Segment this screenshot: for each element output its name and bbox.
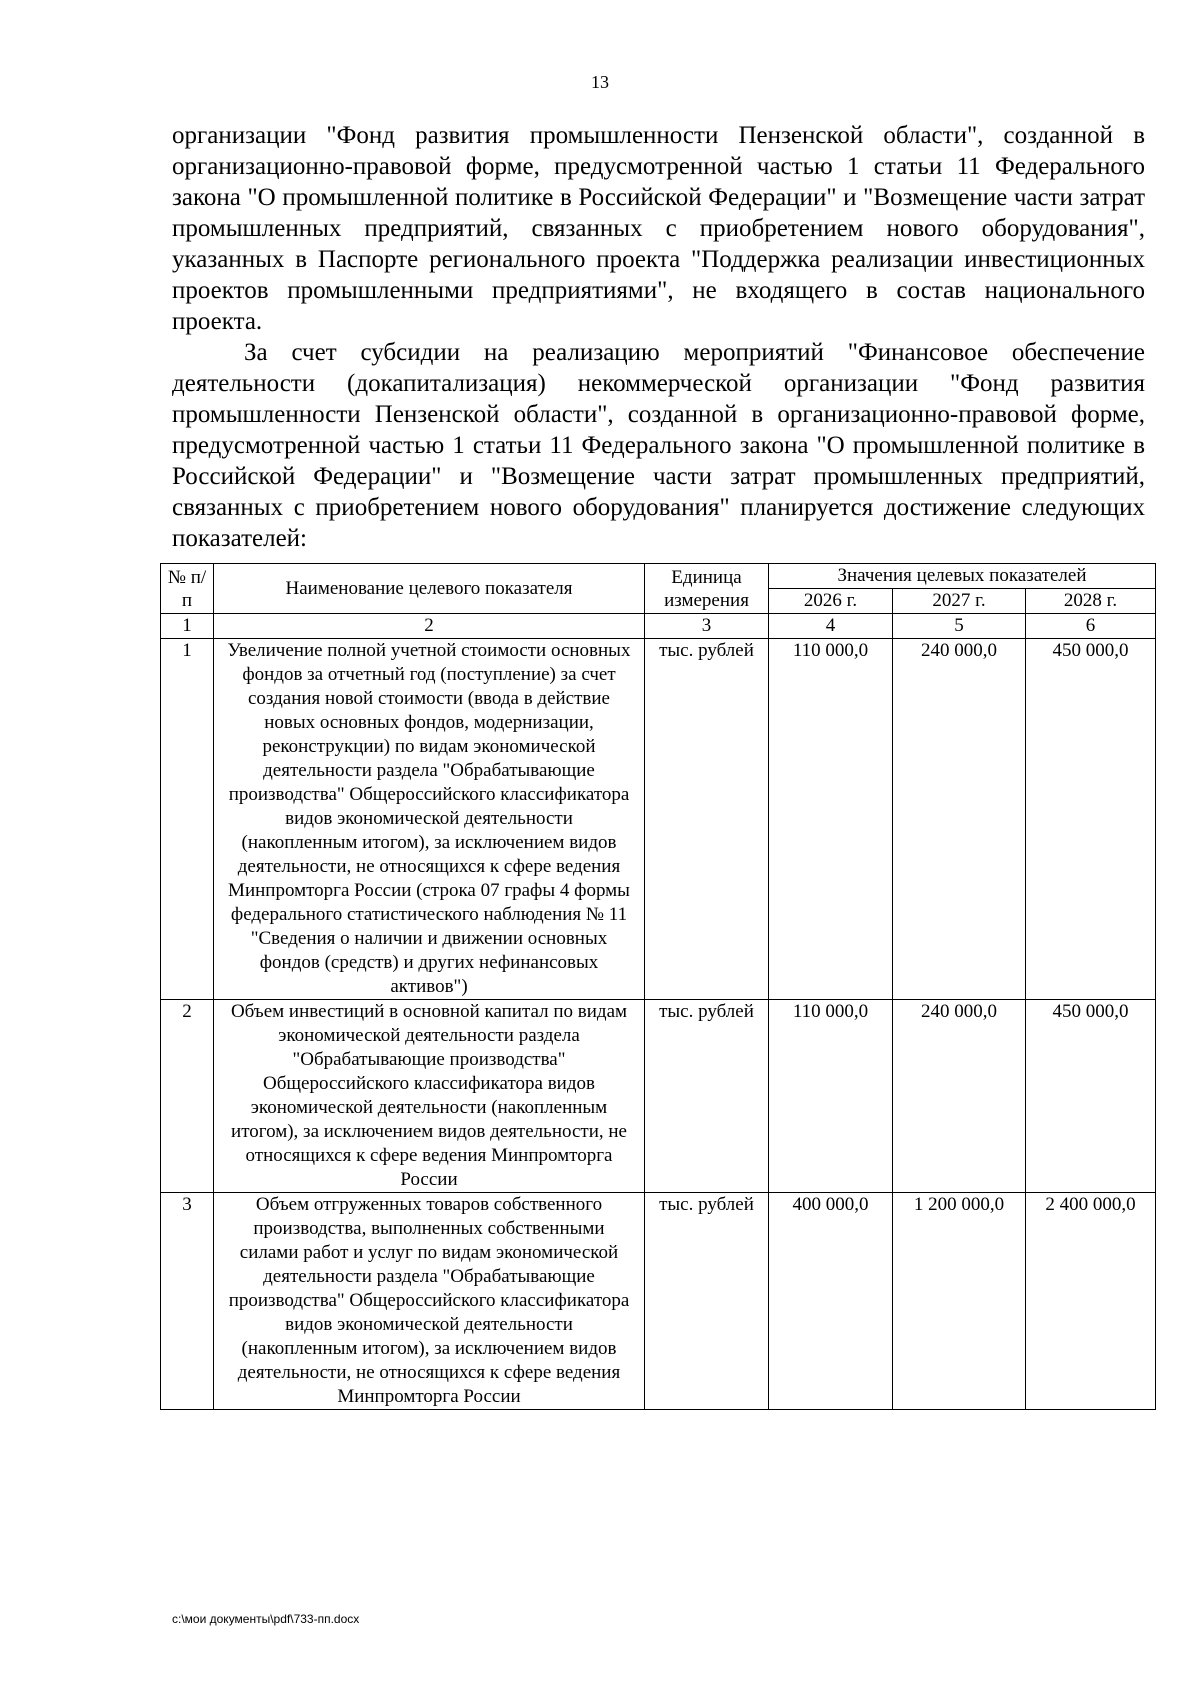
row-value-2028: 450 000,0: [1026, 639, 1156, 1000]
row-unit: тыс. рублей: [645, 1000, 769, 1193]
column-number: 3: [645, 614, 769, 639]
row-value-2027: 240 000,0: [893, 1000, 1026, 1193]
row-num: 2: [161, 1000, 214, 1193]
table-header-row: [161, 564, 1156, 589]
header-year-2026: 2026 г.: [769, 589, 893, 614]
header-num: № п/п: [161, 564, 214, 614]
row-indicator-name: Объем отгруженных товаров собственного производства, выполненных собственными силами работ и услуг по видам экономической деятельности раздела "Обрабатывающие производства" Общероссийского классификатора видов экономической деятельности (накопленным итогом), за исключением видов деятельности, не относящихся к сфере ведения Минпромторга России: [214, 1193, 645, 1410]
header-name: Наименование целевого показателя: [214, 564, 645, 614]
table-column-numbers-row: [161, 614, 1156, 639]
row-value-2026: 110 000,0: [769, 1000, 893, 1193]
column-number: 2: [214, 614, 645, 639]
header-unit: Единица измерения: [645, 564, 769, 614]
footer-file-path: c:\мои документы\pdf\733-пп.docx: [172, 1612, 360, 1626]
column-number: 5: [893, 614, 1026, 639]
header-values-group: Значения целевых показателей: [769, 564, 1156, 589]
row-value-2028: 2 400 000,0: [1026, 1193, 1156, 1410]
row-value-2026: 110 000,0: [769, 639, 893, 1000]
row-value-2026: 400 000,0: [769, 1193, 893, 1410]
row-value-2027: 240 000,0: [893, 639, 1026, 1000]
table-row: [161, 1193, 1156, 1410]
column-number: 1: [161, 614, 214, 639]
row-num: 3: [161, 1193, 214, 1410]
row-value-2028: 450 000,0: [1026, 1000, 1156, 1193]
page-number: 13: [591, 72, 609, 92]
column-number: 6: [1026, 614, 1156, 639]
row-value-2027: 1 200 000,0: [893, 1193, 1026, 1410]
row-indicator-name: Объем инвестиций в основной капитал по видам экономической деятельности раздела "Обрабатывающие производства" Общероссийского классификатора видов экономической деятельности (накопленным итогом), за исключением видов деятельности, не относящихся к сфере ведения Минпромторга России: [214, 1000, 645, 1193]
row-unit: тыс. рублей: [645, 639, 769, 1000]
body-text: [172, 120, 1145, 554]
paragraph-continuation: организации "Фонд развития промышленности Пензенской области", созданной в организационно-правовой форме, предусмотренной частью 1 статьи 11 Федерального закона "О промышленной политике в Российской Федерации" и "Возмещение части затрат промышленных предприятий, связанных с приобретением нового оборудования", указанных в Паспорте регионального проекта "Поддержка реализации инвестиционных проектов промышленными предприятиями", не входящего в состав национального проекта.: [172, 122, 1145, 335]
paragraph-subsidy: За счет субсидии на реализацию мероприятий "Финансовое обеспечение деятельности (докапитализация) некоммерческой организации "Фонд развития промышленности Пензенской области", созданной в организационно-правовой форме, предусмотренной частью 1 статьи 11 Федерального закона "О промышленной политике в Российской Федерации" и "Возмещение части затрат промышленных предприятий, связанных с приобретением нового оборудования" планируется достижение следующих показателей:: [172, 339, 1145, 552]
header-year-2027: 2027 г.: [893, 589, 1026, 614]
row-unit: тыс. рублей: [645, 1193, 769, 1410]
column-number: 4: [769, 614, 893, 639]
row-indicator-name: Увеличение полной учетной стоимости основных фондов за отчетный год (поступление) за счет создания новой стоимости (ввода в действие новых основных фондов, модернизации, реконструкции) по видам экономической деятельности раздела "Обрабатывающие производства" Общероссийского классификатора видов экономической деятельности (накопленным итогом), за исключением видов деятельности, не относящихся к сфере ведения Минпромторга России (строка 07 графы 4 формы федерального статистического наблюдения № 11 "Сведения о наличии и движении основных фондов (средств) и других нефинансовых активов"): [214, 639, 645, 1000]
row-num: 1: [161, 639, 214, 1000]
indicators-table: [160, 563, 1156, 1410]
table-row: [161, 1000, 1156, 1193]
table-row: [161, 639, 1156, 1000]
header-year-2028: 2028 г.: [1026, 589, 1156, 614]
